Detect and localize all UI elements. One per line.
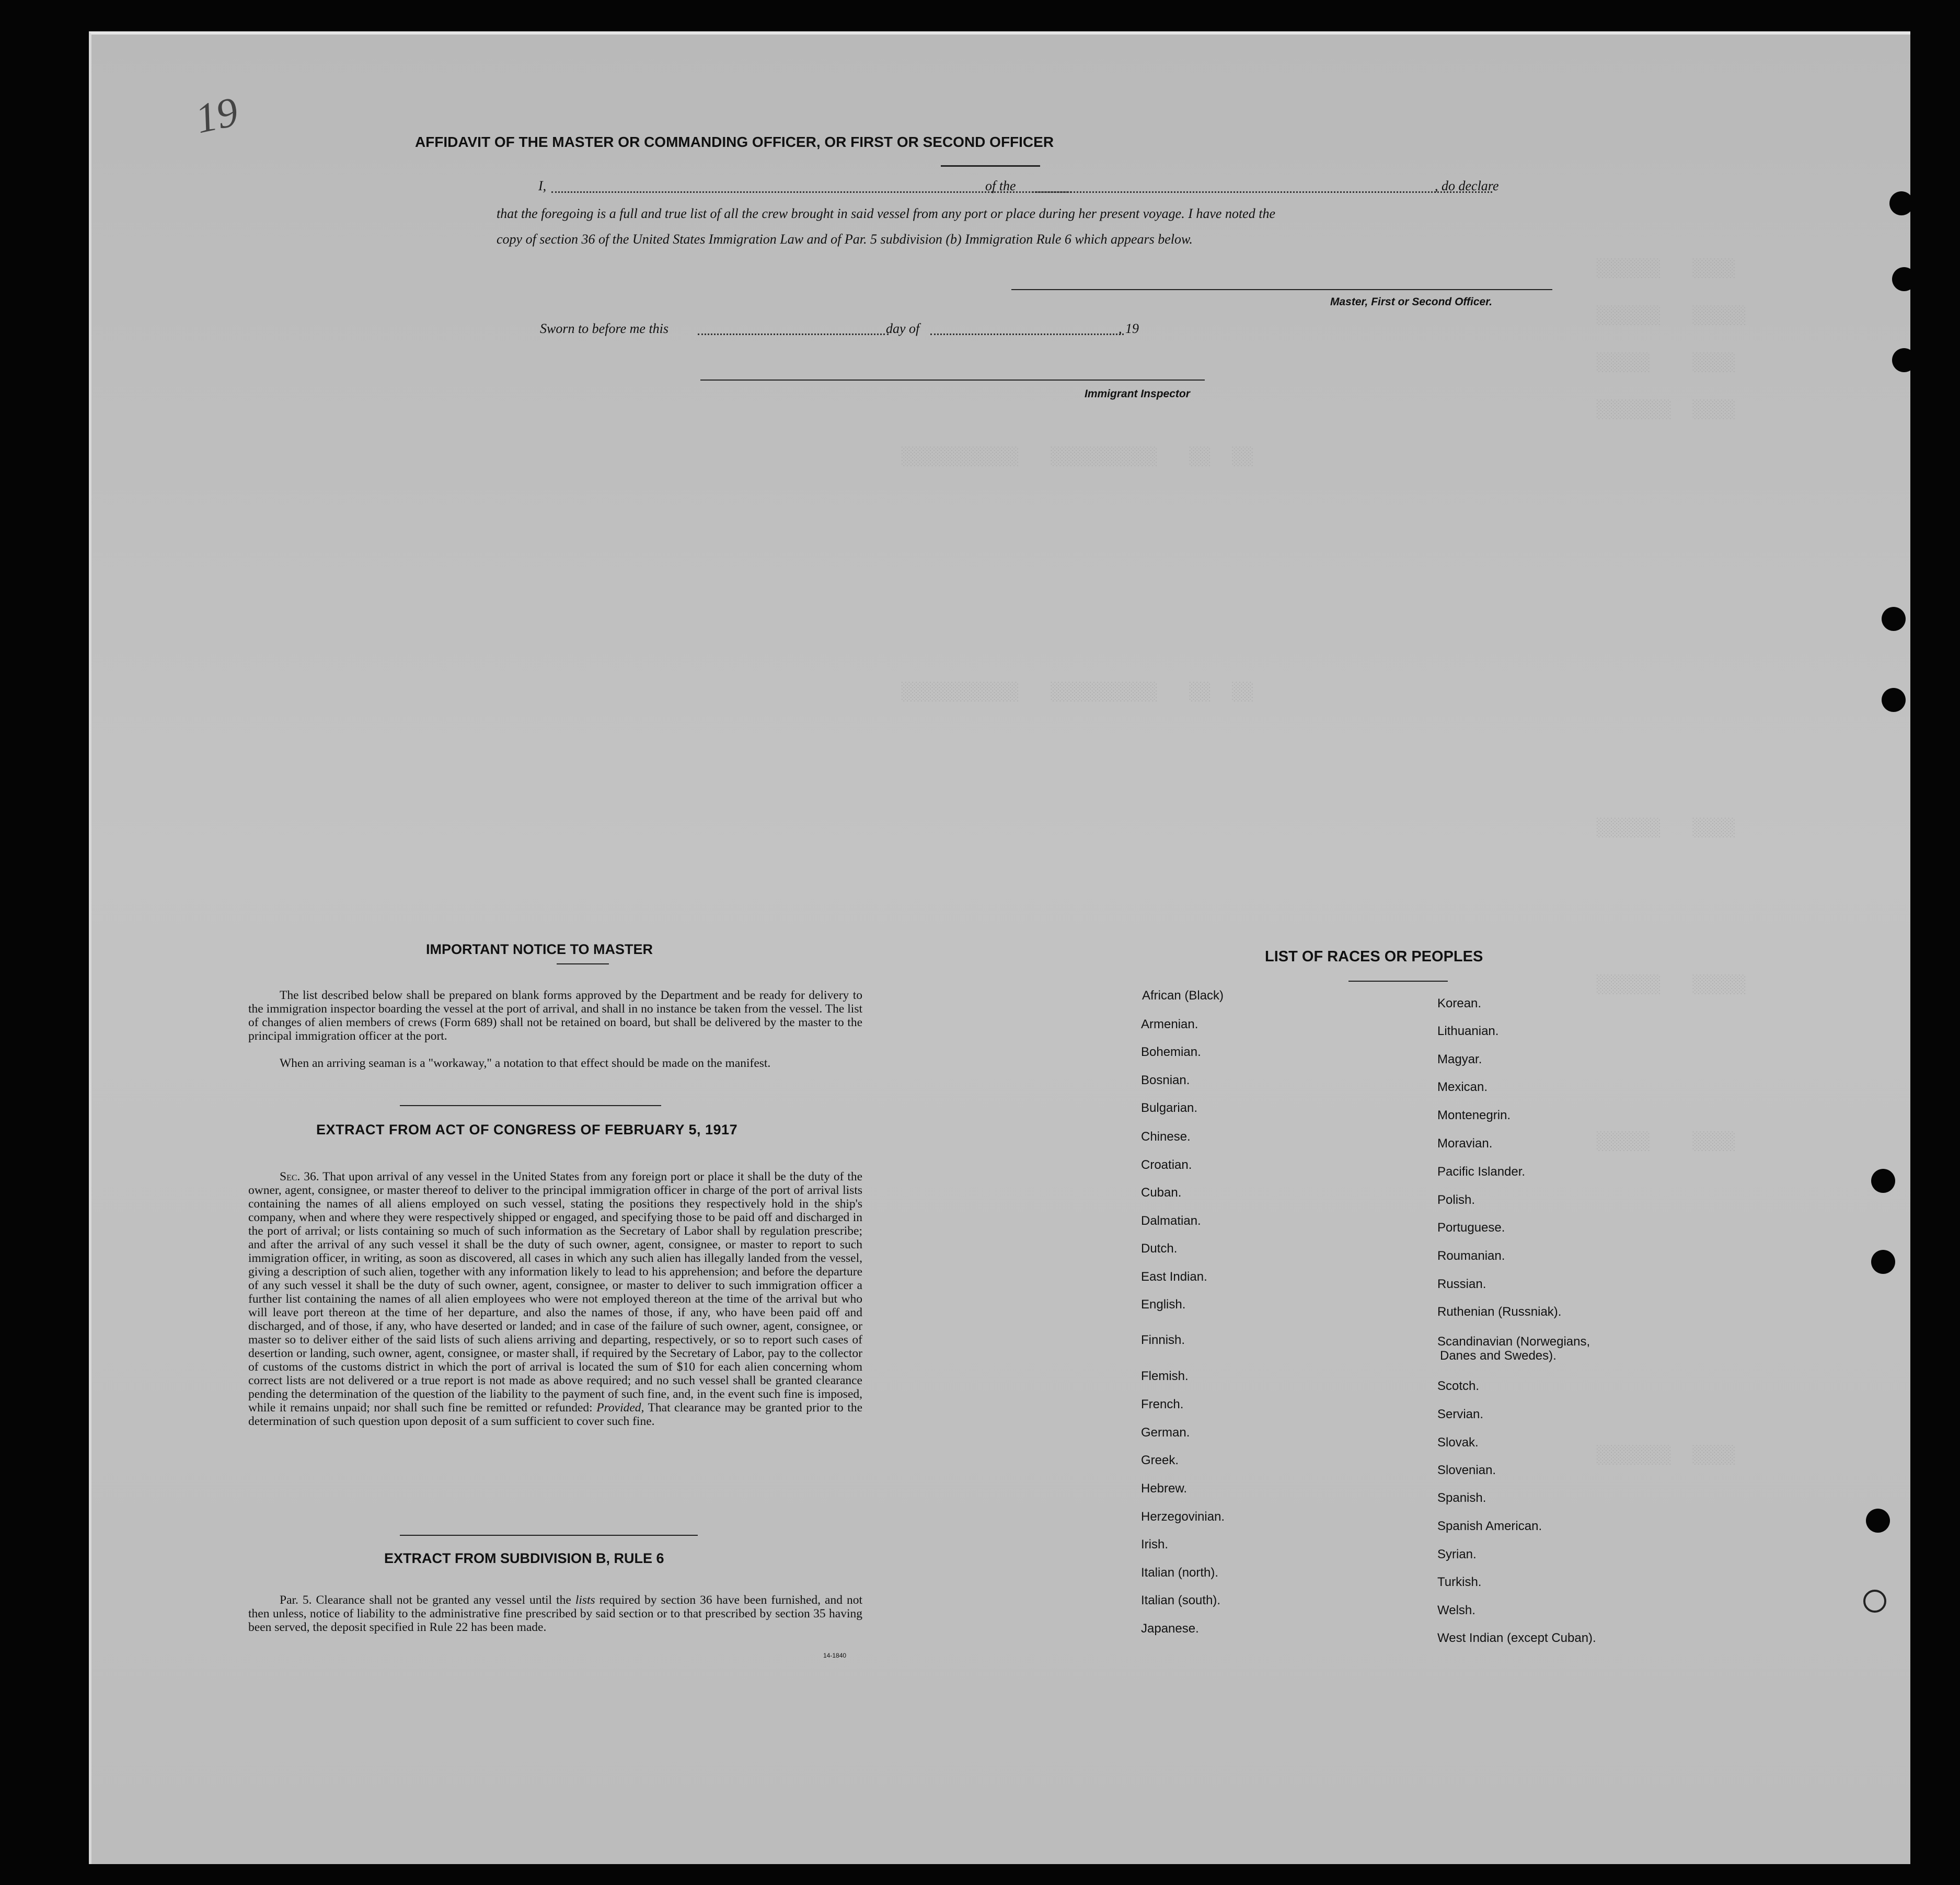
notice-para-1: The list described below shall be prepared on blank forms approved by the Department and be ready for delivery to the immigration inspector boarding the vessel at the port of arrival, and shall in no instance be taken from the vessel. The list of changes of alien members of crews (Form 689) shall not be retained on board, but shall be delivered by the master to the principal immigration officer at the port. — [248, 989, 862, 1043]
binder-hole — [1889, 191, 1913, 215]
race-item: Spanish American. — [1437, 1519, 1542, 1533]
race-item: German. — [1141, 1426, 1190, 1440]
act-body: That upon arrival of any vessel in the United States from any foreign port or place it shall be the duty of the owner, agent, consignee, or master thereof to deliver to the principal immigration officer in charge of the port of arrival lists containing the names of all aliens employed on such vessel, stating the positions they respectively hold in the ship's company, when and where they were respectively shipped or engaged, and specifying those to be paid off and discharged in the port of arrival; or lists containing so much of such information as the Secretary of Labor shall by regulation prescribe; and after the arrival of any such vessel it shall be the duty of such owner, agent, consignee, or master to report to such immigration officer, in writing, as soon as discovered, all cases in which any such alien has illegally landed from the vessel, giving a description of such alien, together with any information likely to lead to his apprehension; and before the departure of any such vessel it shall be the duty of such owner, agent, consignee, or master to deliver to such immigration officer a further list containing the names of all alien employees who were not employed thereon at the time of the arrival but who will leave port thereon at the time of her departure, and also the names of those, if any, who have been paid off and discharged, and of those, if any, who have deserted or landed; and in case of the failure of such owner, agent, consignee, or master so to deliver either of the said lists of such aliens arriving and departing, respectively, or so to report such cases of desertion or landing, such owner, agent, consignee, or master shall, if required by the Secretary of Labor, pay to the collector of customs of the customs district in which the port of arrival is located the sum of $10 for each alien concerning whom correct lists are not delivered or a true report is not made as above required; and no such vessel shall be granted clearance pending the determination of the question of the liability to the payment of such fine, and, in the event such fine is imposed, while it remains unpaid; nor shall such fine be remitted or refunded: — [248, 1170, 863, 1415]
race-item: Italian (north). — [1141, 1566, 1219, 1580]
race-item: Bulgarian. — [1141, 1101, 1198, 1115]
rule-text-a: Par. 5. Clearance shall not be granted any vessel until the — [280, 1593, 571, 1607]
divider — [400, 1535, 698, 1536]
race-item: Hebrew. — [1141, 1481, 1187, 1496]
race-item: Slovak. — [1437, 1435, 1479, 1450]
race-item: Roumanian. — [1437, 1249, 1505, 1263]
race-item: Bosnian. — [1141, 1073, 1190, 1087]
binder-hole — [1892, 348, 1916, 372]
race-item: Pacific Islander. — [1437, 1165, 1526, 1179]
race-item: Turkish. — [1437, 1575, 1482, 1589]
binder-hole — [1866, 1509, 1890, 1533]
ghost-row: ░░░░░ ░░░░ — [1597, 353, 1736, 373]
binder-hole — [1882, 607, 1906, 631]
day-line — [698, 334, 889, 335]
affidavit-title: AFFIDAVIT OF THE MASTER OR COMMANDING OFFICER, OR FIRST OR SECOND OFFICER — [414, 134, 1054, 150]
race-item: Portuguese. — [1437, 1221, 1505, 1235]
binder-hole — [1882, 688, 1906, 712]
race-item: French. — [1141, 1397, 1184, 1411]
sworn-day: day of — [886, 321, 920, 336]
race-item: Magyar. — [1437, 1052, 1482, 1066]
binder-hole — [1863, 1590, 1886, 1613]
divider — [557, 963, 609, 964]
notice-title: IMPORTANT NOTICE TO MASTER — [426, 941, 653, 957]
race-item: Russian. — [1437, 1277, 1486, 1291]
race-item: East Indian. — [1141, 1270, 1207, 1284]
race-item: Lithuanian. — [1437, 1024, 1499, 1038]
race-item: Herzegovinian. — [1141, 1510, 1225, 1524]
race-item: Bohemian. — [1141, 1045, 1201, 1059]
lists-word: lists — [575, 1593, 595, 1607]
race-item: English. — [1141, 1297, 1186, 1312]
race-item: Dutch. — [1141, 1242, 1178, 1256]
race-item: Syrian. — [1437, 1547, 1477, 1561]
race-item: Flemish. — [1141, 1369, 1189, 1383]
affidavit-of: of the — [985, 178, 1016, 193]
race-item: Montenegrin. — [1437, 1108, 1511, 1122]
binder-hole — [1892, 267, 1916, 291]
signature-label: Master, First or Second Officer. — [1330, 296, 1493, 308]
ghost-row: ░░░░░░░ ░░░░ — [1597, 1446, 1736, 1466]
ghost-row: ░░░░░░ ░░░░░ — [1597, 975, 1746, 995]
affidavit-line3: copy of section 36 of the United States Immigration Law and of Par. 5 subdivision (b) Immigration Rule 6 which appears below. — [497, 232, 1193, 247]
race-item: Korean. — [1437, 996, 1482, 1010]
race-item: Dalmatian. — [1141, 1214, 1201, 1228]
race-item: Danes and Swedes). — [1440, 1349, 1557, 1363]
binder-hole — [1871, 1250, 1895, 1274]
race-item: West Indian (except Cuban). — [1437, 1631, 1596, 1645]
race-item: Mexican. — [1437, 1080, 1488, 1094]
race-item: Armenian. — [1141, 1017, 1198, 1031]
binder-hole — [1871, 1169, 1895, 1193]
race-item: Italian (south). — [1141, 1593, 1221, 1607]
sec-label: Sec. 36. — [280, 1170, 319, 1183]
act-text — [248, 1170, 862, 1428]
race-item: Chinese. — [1141, 1130, 1191, 1144]
race-item: Croatian. — [1141, 1158, 1192, 1172]
race-item: Greek. — [1141, 1453, 1179, 1467]
divider — [400, 1105, 661, 1106]
race-item: Moravian. — [1437, 1136, 1493, 1151]
signature-line — [1011, 289, 1552, 290]
race-item: Irish. — [1141, 1537, 1169, 1551]
vessel-line — [1032, 191, 1492, 193]
race-item: Cuban. — [1141, 1186, 1182, 1200]
act-title: EXTRACT FROM ACT OF CONGRESS OF FEBRUARY 5, 1917 — [316, 1122, 738, 1137]
ghost-row: ░░░░░░ ░░░░ — [1597, 819, 1736, 838]
divider — [1348, 981, 1448, 982]
rule-text — [248, 1593, 862, 1634]
inspector-label: Immigrant Inspector — [1085, 388, 1190, 400]
race-item: Welsh. — [1437, 1603, 1475, 1617]
race-item: African (Black) — [1142, 989, 1224, 1003]
ghost-row: ░░░░░░ ░░░░░ — [1597, 306, 1746, 326]
race-item: Japanese. — [1141, 1622, 1199, 1636]
provided-word: Provided, — [596, 1401, 644, 1415]
ghost-row: ░░░░░░░░░░░ ░░░░░░░░░░ ░░ ░░ — [902, 447, 1254, 467]
sworn-prefix: Sworn to before me this — [540, 321, 669, 336]
race-item: Servian. — [1437, 1407, 1484, 1421]
affidavit-i: I, — [538, 178, 547, 193]
races-title: LIST OF RACES OR PEOPLES — [1265, 948, 1483, 965]
ghost-row: ░░░░░ ░░░░ — [1597, 1132, 1736, 1152]
affidavit-line2: that the foregoing is a full and true list of all the crew brought in said vessel from any port or place during her present voyage. I have noted the — [497, 206, 1275, 221]
inspector-line — [700, 380, 1205, 381]
notice-para-2: When an arriving seaman is a "workaway," a notation to that effect should be made on the manifest. — [280, 1056, 771, 1070]
race-item: Spanish. — [1437, 1491, 1486, 1505]
form-sheet — [89, 31, 1910, 1864]
month-line — [930, 334, 1124, 335]
race-item: Scandinavian (Norwegians, — [1437, 1335, 1590, 1349]
ghost-row: ░░░░░░░░░░░ ░░░░░░░░░░ ░░ ░░ — [902, 683, 1254, 703]
act-tail: That clearance may be granted prior to the determination of such question upon deposit of a sum sufficient to cover such fine. — [248, 1401, 862, 1428]
ghost-row: ░░░░░░ ░░░░ — [1597, 259, 1736, 279]
race-item: Ruthenian (Russniak). — [1437, 1305, 1562, 1319]
ghost-row: ░░░░░░░ ░░░░ — [1597, 400, 1736, 420]
rule-title: EXTRACT FROM SUBDIVISION B, RULE 6 — [384, 1550, 664, 1566]
divider — [941, 165, 1040, 167]
margin-note: 19 — [191, 88, 243, 143]
affidavit-declare: , do declare — [1435, 178, 1499, 193]
sworn-year: , 19 — [1119, 321, 1139, 336]
race-item: Scotch. — [1437, 1379, 1480, 1393]
rule-text-b: required by section 36 have been furnished, and not then unless, notice of liability to the administrative fine prescribed by said section or to that prescribed by section 35 having been served, the deposit specified in Rule 22 has been made. — [248, 1593, 863, 1634]
race-item: Polish. — [1437, 1193, 1475, 1207]
race-item: Slovenian. — [1437, 1463, 1496, 1477]
race-item: Finnish. — [1141, 1333, 1185, 1347]
form-number: 14-1840 — [823, 1652, 847, 1659]
